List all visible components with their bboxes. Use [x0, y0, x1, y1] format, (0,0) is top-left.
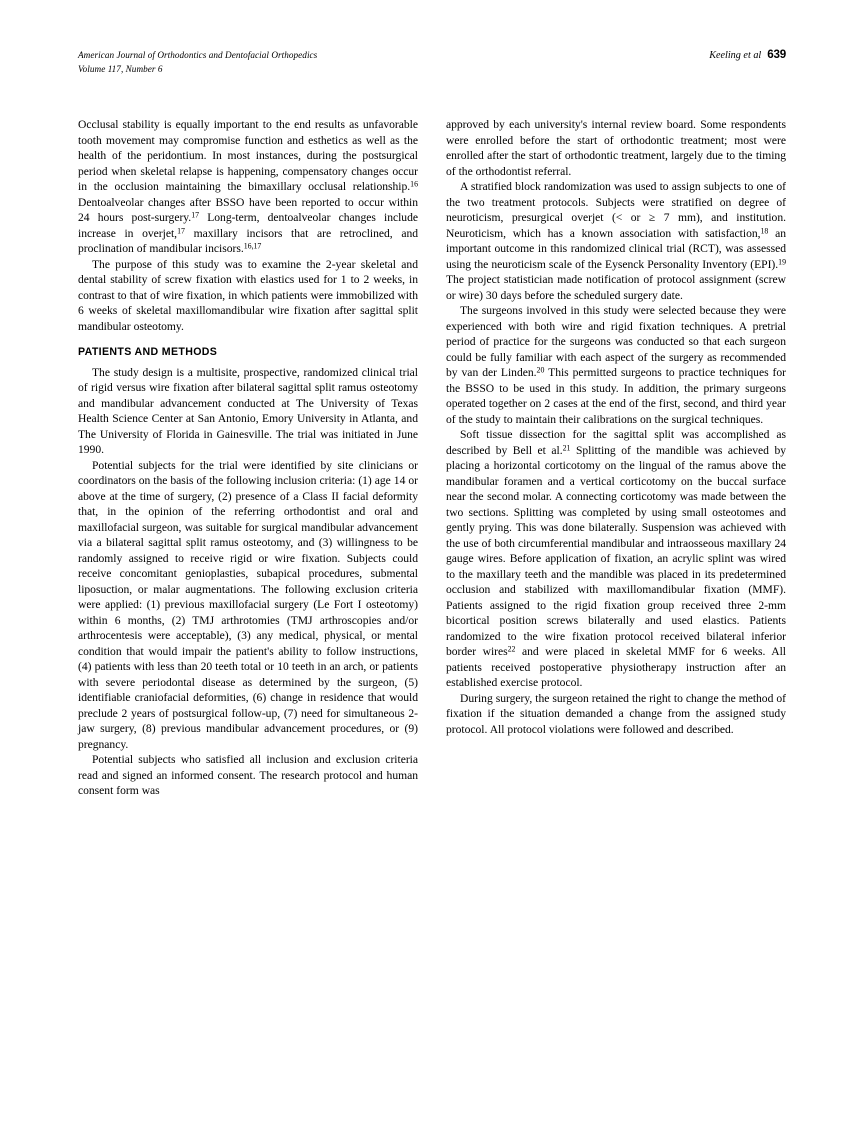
- journal-volume-issue: Volume 117, Number 6: [78, 64, 163, 75]
- text-run: The project statistician made notification of protocol assignment (screw or wire) 30 days before the scheduled surgery date.: [446, 273, 786, 302]
- paragraph-review-board-approval: approved by each university's internal review board. Some respondents were enrolled before the start of orthodontic treatment; most were enrolled after the start of orthodontic treatment, largely due to the timing of the orthodontist referral.: [446, 118, 786, 178]
- text-run: Dentoalveolar changes after BSSO have been reported to occur within 24 hours post-surgery.: [78, 195, 418, 224]
- section-heading-patients-and-methods: PATIENTS AND METHODS: [78, 346, 218, 358]
- text-run: an important outcome in this randomized clinical trial (RCT), was assessed using the neuroticism scale of the Eysenck Personality Inventory (EPI).: [446, 226, 786, 271]
- text-run: A stratified block randomization was used to assign subjects to one of the two treatment protocols. Subjects were stratified on degree of neuroticism, presurgical overjet (< or ≥ 7 mm), and institution. Neuroticism, which has a known association with satisfaction,: [446, 180, 786, 240]
- reference-marker: 21: [562, 443, 571, 453]
- text-run: Occlusal stability is equally important to the end results as unfavorable tooth movement may compromise function and esthetics as well as the health of the peridontium. In most instances, during the postsurgical period when skeletal relapse is happening, compensatory changes occur in the occlusion maintaining the bimaxillary occlusal relationship.: [78, 118, 418, 193]
- paragraph-surgeon-selection: [446, 303, 786, 427]
- spacer: [78, 334, 418, 345]
- paragraph-randomization: [446, 179, 786, 303]
- text-run: Splitting of the mandible was achieved by placing a horizontal corticotomy on the lingual of the ramus above the mandibular foramen and a vertical corticotomy on the buccal surface near the second molar. A connecting corticotomy was made between the two sections. Splitting was completed by using small osteotomes and gently prying. This was done bilaterally. Suspension was achieved with the use of both circumferential mandibular and intraosseous maxillary 24 gauge wires. Before application of fixation, an acrylic splint was wired to the maxillary teeth and the mandible was placed in its predetermined occlusion and stabilized with maxillomandibular fixation (MMF). Patients assigned to the rigid fixation group received three 2-mm bicortical position screws bilaterally and used elastics. Patients randomized to the wire fixation protocol received bilateral inferior border wires: [446, 443, 786, 658]
- body-columns: [78, 117, 786, 799]
- reference-marker: 18: [760, 226, 769, 236]
- page-number: 639: [767, 48, 786, 61]
- text-run: This permitted surgeons to practice techniques for the BSSO to be used in this study. In addition, the primary surgeons operated together on 2 cases at the end of the first, second, and third year of the study to maintain their calibrations on the surgical techniques.: [446, 366, 787, 426]
- paragraph-purpose: The purpose of this study was to examine the 2-year skeletal and dental stability of screw fixation with elastics used for 1 to 2 weeks, in contrast to that of wire fixation, in which patients were immobilized with 6 weeks of skeletal maxillomandibular wire fixation after sagittal split mandibular osteotomy.: [78, 257, 418, 333]
- paragraph-informed-consent: Potential subjects who satisfied all inclusion and exclusion criteria read and signed an informed consent. The research protocol and human consent form was: [78, 753, 418, 797]
- running-head-right: [709, 48, 786, 63]
- paragraph-protocol-violations: During surgery, the surgeon retained the right to change the method of fixation if the situation demanded a change from the assigned study protocol. All protocol violations were followed and described.: [446, 691, 786, 736]
- journal-title: American Journal of Orthodontics and Dentofacial Orthopedics: [78, 50, 318, 60]
- paragraph-inclusion-exclusion-criteria: Potential subjects for the trial were identified by site clinicians or coordinators on the basis of the following inclusion criteria: (1) age 14 or above at the time of surgery, (2) presence of a Class II facial deformity that, in the opinion of the referring orthodontist and oral and maxillofacial surgeon, was suitable for surgical mandibular advancement via a bilateral sagittal split ramus osteotomy, and (3) willingness to be randomly assigned to receive rigid or wire fixation. Subjects could receive concomitant genioplasties, subapical procedures, submental liposuction, or malar augmentations. The following exclusion criteria were applied: (1) previous maxillofacial surgery (Le Fort I osteotomy) within 6 months, (2) TMJ arthrotomies (TMJ arthroscopies and/or arthrocentesis were acceptable), (3) any medical, physical, or mental condition that would impair the patient's ability to follow instructions, (4) patients with less than 20 teeth total or 10 teeth in an arch, or patients with severe periodontal disease as determined by the surgeon, (5) identifiable craniofacial deformities, (6) change in residence that would preclude 2 years of postsurgical follow-up, (7) need for simultaneous 2-jaw surgery, (8) previous mandibular advancement procedures, or (9) pregnancy.: [78, 458, 418, 751]
- reference-marker: 17: [191, 210, 200, 220]
- text-run: maxillary incisors that are retroclined, and proclination of mandibular incisors.: [78, 226, 418, 255]
- reference-marker: 19: [778, 257, 786, 267]
- reference-marker: 16: [410, 179, 418, 189]
- text-run: and were placed in skeletal MMF for 6 weeks. All patients received postoperative physiotherapy instruction after an established exercise protocol.: [446, 645, 786, 689]
- text-run: Soft tissue dissection for the sagittal split was accomplished as described by Bell et al.: [446, 428, 786, 457]
- reference-marker: 16,17: [243, 241, 262, 251]
- text-run: The surgeons involved in this study were selected because they were experienced with both wire and rigid fixation techniques. A pretrial period of practice for the surgeons was conducted so that each surgeon could be fully familiar with each aspect of the surgery as recommended by van der Linden.: [446, 304, 786, 379]
- reference-marker: 17: [177, 226, 185, 236]
- right-column: [446, 117, 786, 799]
- reference-marker: 20: [536, 365, 545, 375]
- paragraph-study-design: The study design is a multisite, prospective, randomized clinical trial of rigid versus wire fixation after bilateral sagittal split ramus osteotomy and mandibular advancement conducted at The University of Texas Health Science Center at San Antonio, Emory University in Atlanta, and The University of Florida in Gainesville. The trial was initiated in June 1990.: [78, 365, 418, 456]
- paragraph-occlusal-stability: [78, 117, 418, 257]
- journal-title-block: [78, 48, 317, 76]
- paragraph-surgical-technique: [446, 427, 786, 691]
- running-head: [78, 48, 786, 84]
- reference-marker: 22: [507, 644, 516, 654]
- left-column: [78, 117, 418, 799]
- running-head-authors: Keeling et al: [709, 50, 762, 61]
- text-run: Long-term, dentoalveolar changes include increase in overjet,: [78, 211, 418, 240]
